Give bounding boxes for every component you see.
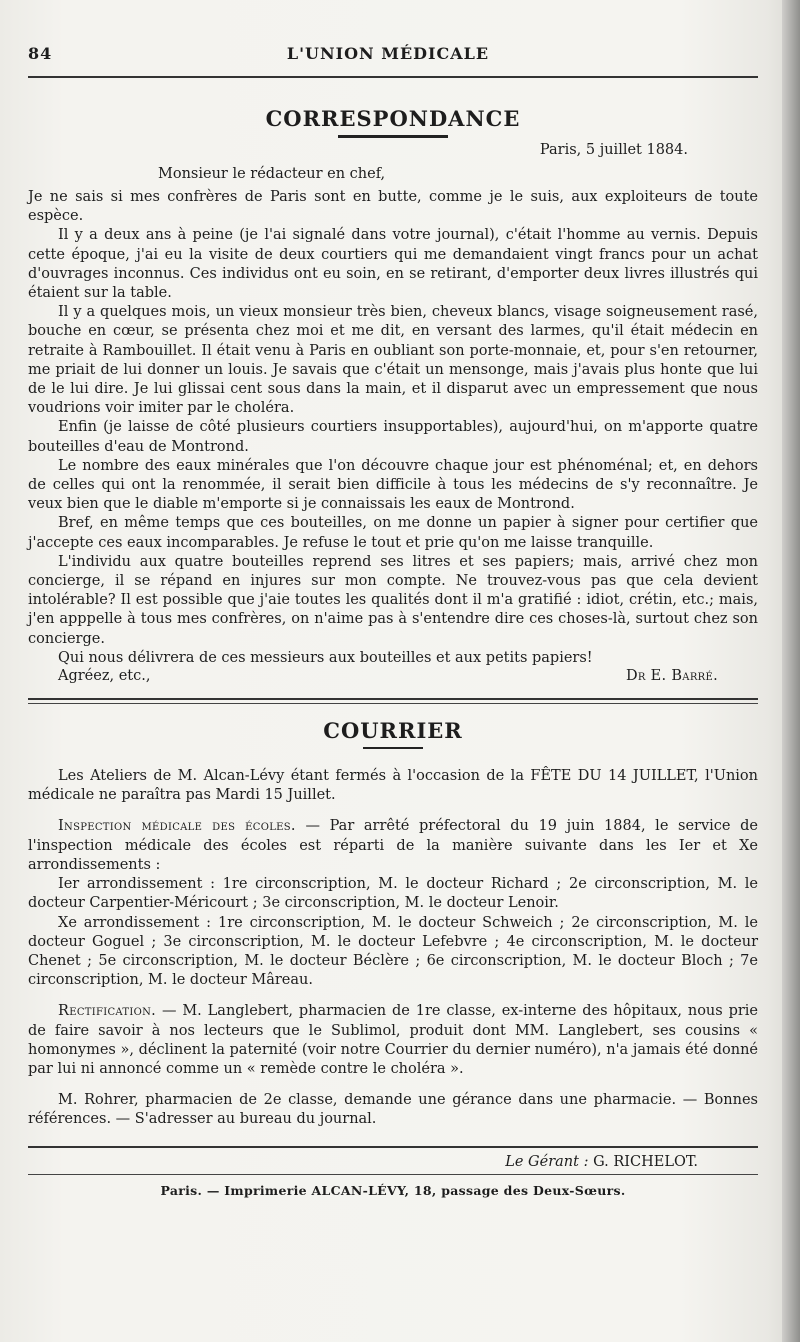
gerant-label: Le Gérant : [505, 1153, 589, 1170]
correspondance-title: CORRESPONDANCE [265, 106, 521, 131]
letter-paragraph: Il y a deux ans à peine (je l'ai signalé dans votre journal), c'était l'homme au vernis. Depuis cette époque, j'ai eu la visite de deux courtiers qui me demandaient vingt francs pour un achat d'ouvrages inconnus. Ces individus ont eu soin, en se retirant, d'emporter deux livres illustrés qui étaient sur la table. [28, 227, 758, 302]
book-spine-shadow [782, 0, 800, 1342]
rectification-paragraph [28, 1002, 758, 1079]
page-content [28, 44, 758, 1198]
letter-paragraph: Le nombre des eaux minérales que l'on découvre chaque jour est phénoménal; et, en dehors de celles qui ont la renommée, il serait bien difficile à tous les médecins de s'y reconnaître. Je veux bien que le diable m'emporte si je connaissais les eaux de Montrond. [28, 457, 758, 513]
title-ornament [363, 747, 423, 749]
inspection-heading: Inspection médicale des écoles. [58, 818, 296, 835]
correspondance-section [28, 106, 758, 684]
letter-salutation: Monsieur le rédacteur en chef, [158, 166, 386, 182]
letter-paragraph: Enfin (je laisse de côté plusieurs courtiers insupportables), aujourd'hui, on m'apporte quatre bouteilles d'eau de Montrond. [28, 419, 758, 455]
arrondissement-10: Xe arrondissement : 1re circonscription, M. le docteur Schweich ; 2e circonscription, M. le docteur Goguel ; 3e circonscription, M. le docteur Lefebvre ; 4e circonscription, M. le docteur Chenet ; 5e circonscription, M. le docteur Béclère ; 6e circonscription, M. le docteur Bloch ; 7e circonscription, M. le docteur Mâreau. [28, 914, 758, 989]
printer-rule [28, 1174, 758, 1175]
letter-signoff [58, 668, 718, 684]
letter-dateline: Paris, 5 juillet 1884. [539, 142, 688, 158]
courrier-section [28, 718, 758, 1129]
rohrer-notice: M. Rohrer, pharmacien de 2e classe, demande une gérance dans une pharmacie. — Bonnes références. — S'adresser au bureau du journal. [28, 1092, 758, 1128]
letter-paragraph: L'individu aux quatre bouteilles reprend ses litres et ses papiers; mais, arrivé chez mon concierge, il se répand en injures sur mon compte. Ne trouvez-vous pas que cela devient intolérable? Il est possible que j'aie toutes les qualités dont il m'a gratifié : idiot, crétin, etc.; mais, j'en apppelle à tous mes confrères, on n'aime pas à s'entendre dire ces choses-là, surtout chez son concierge. [28, 553, 758, 647]
letter-signature: Dr E. Barré. [625, 668, 718, 685]
running-head [28, 44, 758, 74]
arrondissement-1: Ier arrondissement : 1re circonscription, M. le docteur Richard ; 2e circonscription, M. le docteur Carpentier-Méricourt ; 3e circonscription, M. le docteur Lenoir. [28, 876, 758, 912]
inspection-paragraph [28, 817, 758, 875]
letter-closing: Agréez, etc., [58, 668, 151, 685]
inspection-text: — Par arrêté préfectoral du 19 juin 1884, le service de l'inspection médicale des écoles est réparti de la manière suivante dans les Ier et Xe arrondissements : [28, 818, 759, 873]
gerant-line [28, 1154, 698, 1170]
letter-paragraph: Je ne sais si mes confrères de Paris sont en butte, comme je le suis, aux exploiteurs de toute espèce. [28, 189, 758, 225]
printer-imprint: Paris. — Imprimerie ALCAN-LÉVY, 18, passage des Deux-Sœurs. [160, 1182, 626, 1198]
gerant-name: G. RICHELOT. [593, 1153, 698, 1170]
closure-notice: Les Ateliers de M. Alcan-Lévy étant fermés à l'occasion de la FÊTE DU 14 JUILLET, l'Union médicale ne paraîtra pas Mardi 15 Juillet. [28, 768, 758, 804]
section-divider [28, 698, 758, 704]
title-ornament [338, 135, 448, 138]
page-number: 84 [28, 44, 53, 63]
journal-name: L'UNION MÉDICALE [286, 44, 490, 63]
rectification-heading: Rectification. [58, 1003, 157, 1020]
letter-paragraph: Bref, en même temps que ces bouteilles, on me donne un papier à signer pour certifier que j'accepte ces eaux incomparables. Je refuse le tout et prie qu'on me laisse tranquille. [28, 515, 758, 551]
header-rule [28, 76, 758, 78]
letter-paragraph: Il y a quelques mois, un vieux monsieur très bien, cheveux blancs, visage soigneusement rasé, bouche en cœur, se présenta chez moi et me dit, en versant des larmes, qu'il était médecin en retraite à Rambouillet. Il était venu à Paris en oubliant son porte-monnaie, et, pour s'en retourner, me priait de lui donner un louis. Je savais que c'était un mensonge, mais j'avais plus honte que lui de le lui dire. Je lui glissai cent sous dans la main, et il disparut avec un empressement que nous voudrions voir imiter par le choléra. [28, 304, 758, 417]
rectification-text: — M. Langlebert, pharmacien de 1re classe, ex-interne des hôpitaux, nous prie de faire savoir à nos lecteurs que le Sublimol, produit dont MM. Langlebert, ses cousins « homonymes », déclinent la paternité (voir notre Courrier du dernier numéro), n'a jamais été donné par lui ni annoncé comme un « remède contre le choléra ». [28, 1003, 758, 1077]
footer-rule [28, 1146, 758, 1148]
courrier-title: COURRIER [323, 718, 463, 744]
letter-paragraph: Qui nous délivrera de ces messieurs aux bouteilles et aux petits papiers! [58, 649, 593, 666]
